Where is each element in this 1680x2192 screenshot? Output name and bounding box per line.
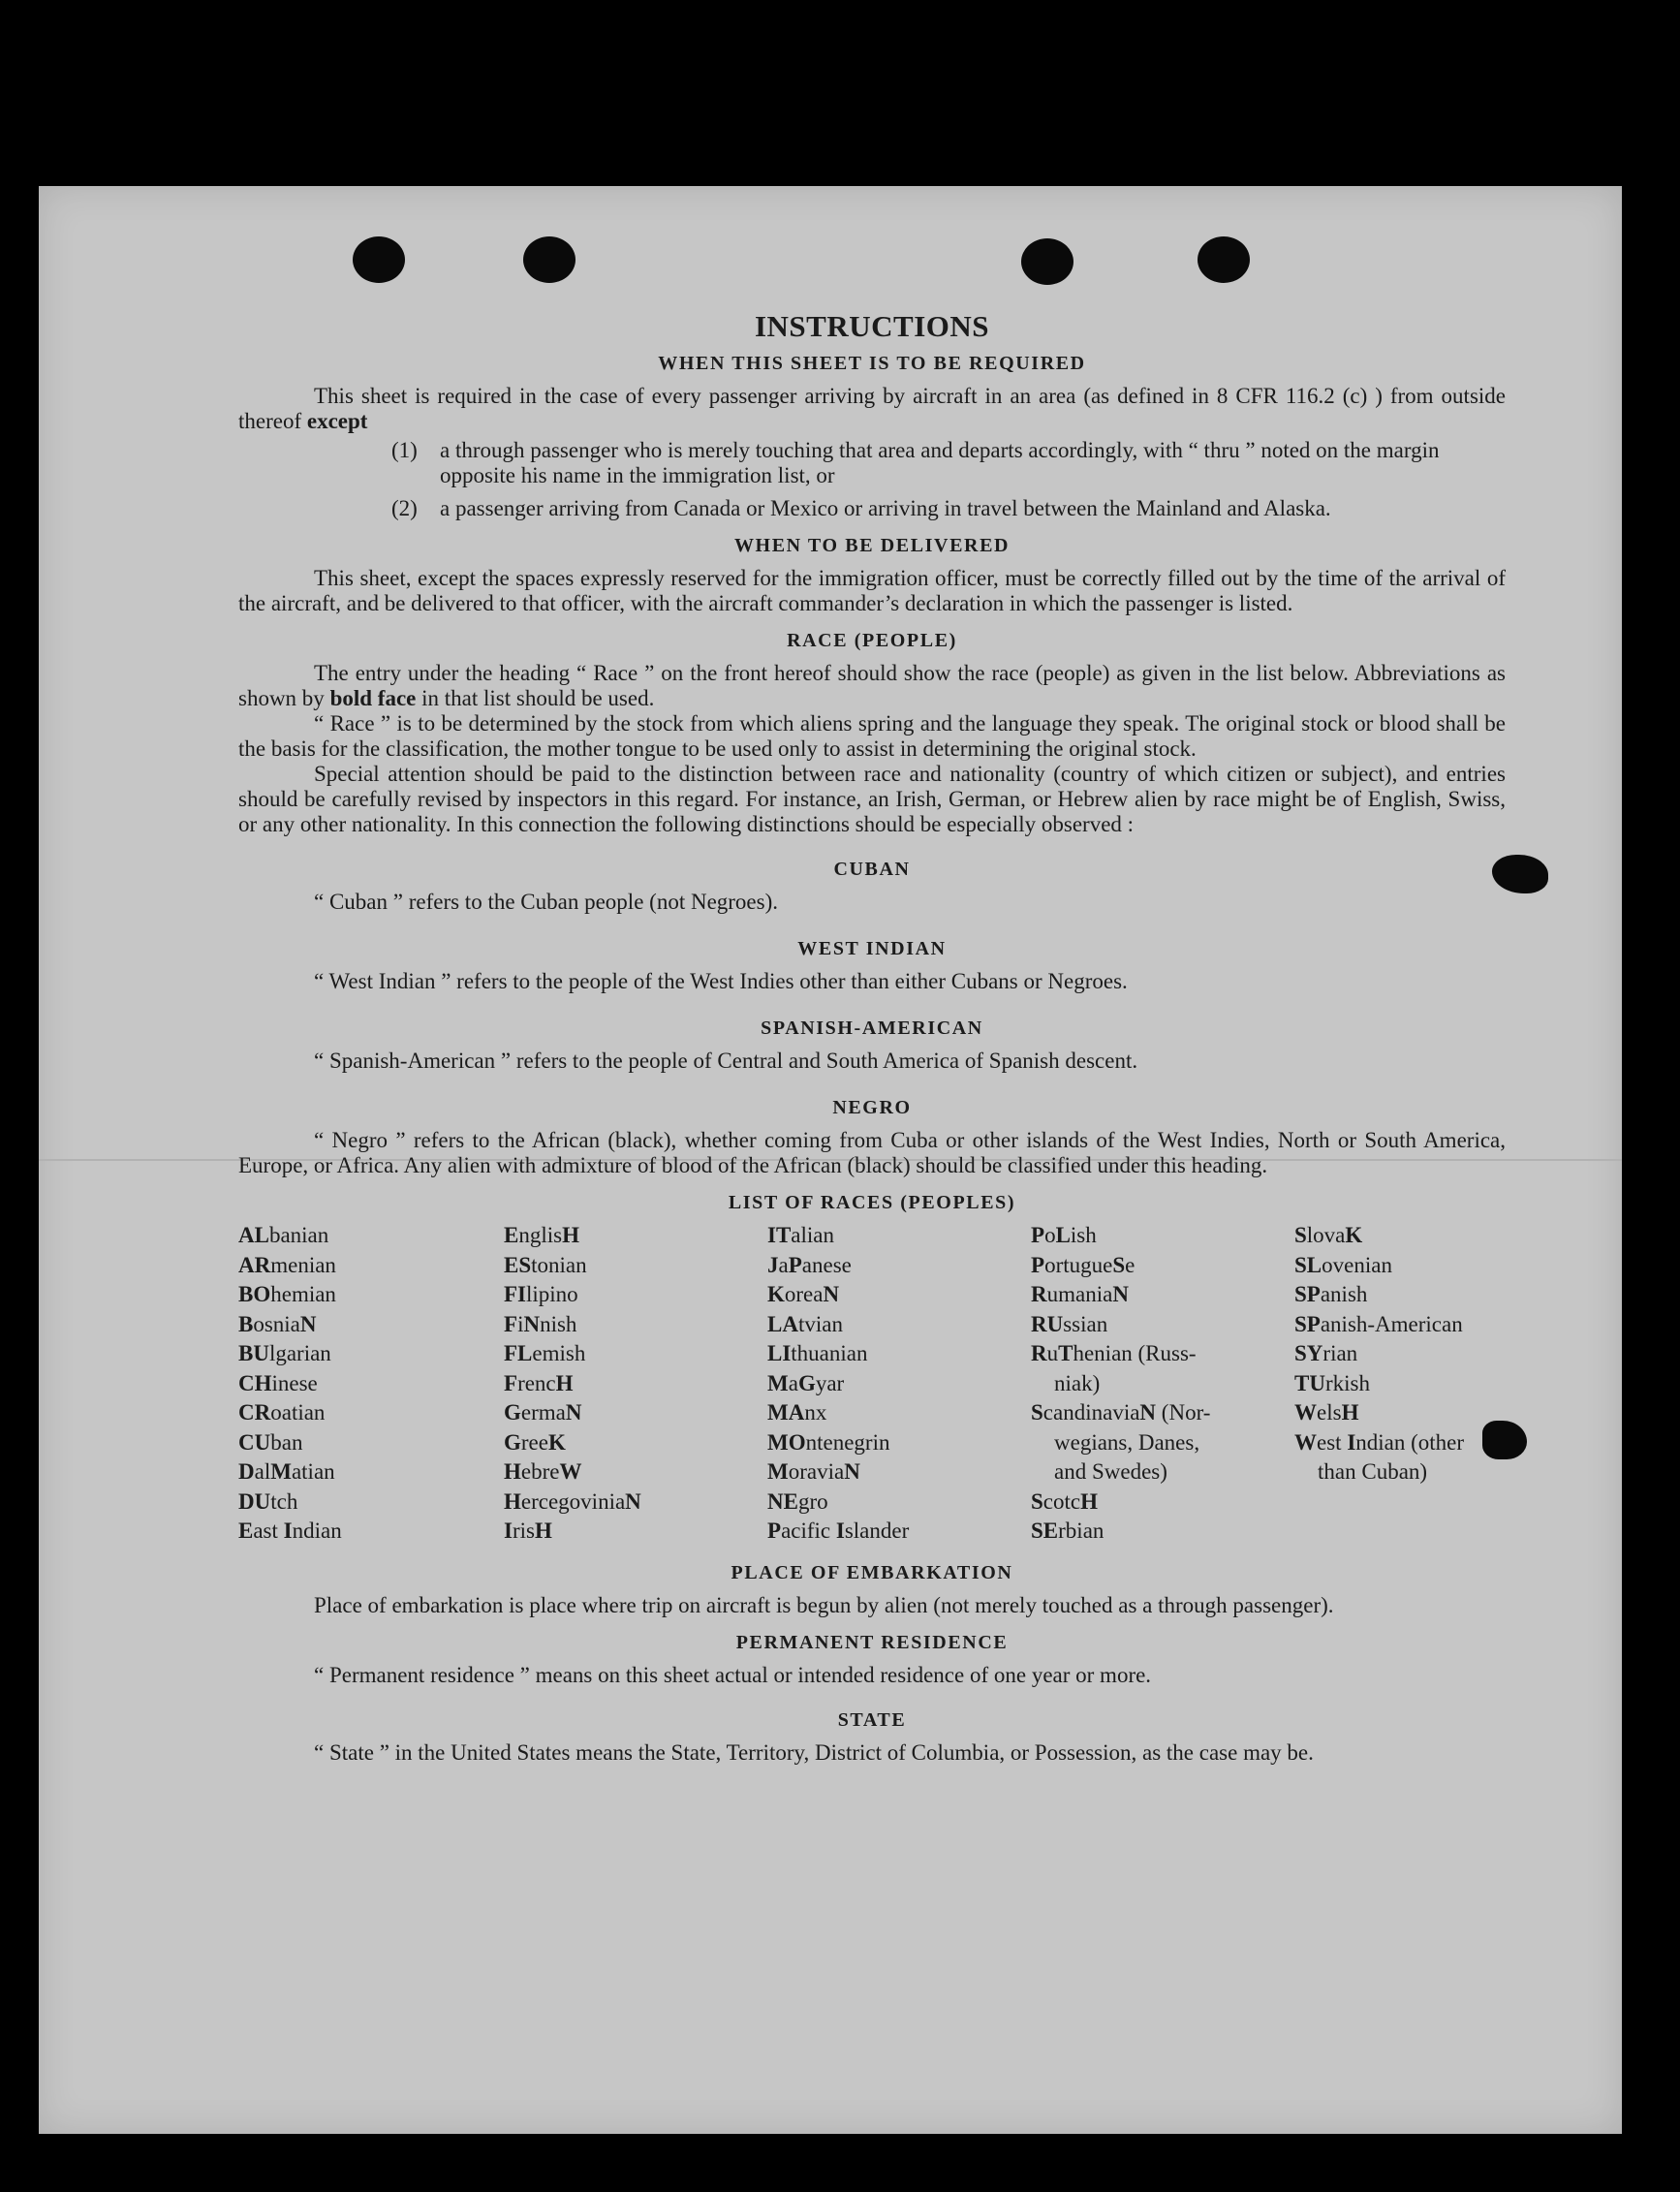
race-entry: LAtvian: [767, 1311, 843, 1336]
paragraph: “ Cuban ” refers to the Cuban people (not Negroes).: [314, 890, 779, 914]
page-title: INSTRUCTIONS: [754, 309, 989, 343]
section-heading-state: STATE: [837, 1708, 907, 1731]
section-heading-when-required: WHEN THIS SHEET IS TO BE REQUIRED: [658, 353, 1086, 374]
race-entry: FLemish: [504, 1341, 586, 1365]
punch-hole: [1021, 238, 1073, 285]
race-column: [1294, 1223, 1506, 1549]
paragraph: Place of embarkation is place where trip on aircraft is begun by alien (not merely touched as a through passenger).: [314, 1592, 1334, 1617]
race-entry: HebreW: [504, 1459, 582, 1484]
paragraph: This sheet, except the spaces expressly reserved for the immigration officer, must be correctly filled out by the time of the arrival of the aircraft, and be delivered to that officer, with the aircraft commander’s declaration in which the passenger is listed.: [238, 566, 1506, 615]
section-heading-list-of-races: LIST OF RACES (PEOPLES): [728, 1192, 1016, 1213]
paragraph: “ Permanent residence ” means on this sheet actual or intended residence of one year or more.: [314, 1662, 1152, 1687]
section-heading-spanish-american: SPANISH-AMERICAN: [761, 1018, 983, 1039]
race-entry: WelsH: [1294, 1400, 1359, 1425]
section-heading-embarkation: PLACE OF EMBARKATION: [731, 1561, 1013, 1583]
race-column: [767, 1223, 1031, 1549]
race-entry: East Indian: [238, 1519, 342, 1543]
race-entry: MaGyar: [767, 1370, 845, 1395]
paragraph: “ Negro ” refers to the African (black), whether coming from Cuba or other islands of the West Indies, North or South America, Europe, or Africa. Any alien with admixture of blood of the African (black) should be classified under this heading.: [238, 1128, 1506, 1177]
race-entry: RuThenian (Russ-: [1031, 1341, 1197, 1365]
races-list: [238, 1223, 1506, 1549]
race-column: [504, 1223, 767, 1549]
race-entry: MoraviaN: [767, 1459, 860, 1484]
race-entry: CHinese: [238, 1370, 318, 1395]
paragraph: “ West Indian ” refers to the people of the West Indies other than either Cubans or Negroes.: [314, 969, 1128, 993]
race-entry: KoreaN: [767, 1282, 840, 1306]
race-column: [238, 1223, 504, 1549]
paragraph: “ Spanish-American ” refers to the people of Central and South America of Spanish descent.: [314, 1049, 1138, 1073]
race-entry: TUrkish: [1294, 1370, 1370, 1395]
race-entry: HercegoviniaN: [504, 1488, 641, 1514]
race-entry: PortugueSe: [1031, 1252, 1136, 1277]
punch-hole: [523, 236, 576, 283]
instructions-content: [238, 309, 1506, 1766]
race-entry: DalMatian: [238, 1459, 335, 1484]
race-entry: SErbian: [1031, 1519, 1104, 1543]
list-item: (2) a passenger arriving from Canada or Mexico or arriving in travel between the Mainland and Alaska.: [391, 496, 1331, 520]
race-entry: JaPanese: [767, 1252, 852, 1277]
race-entry: ALbanian: [238, 1223, 329, 1247]
race-entry: and Swedes): [1054, 1459, 1167, 1484]
race-entry: GermaN: [504, 1400, 582, 1425]
race-entry: PoLish: [1031, 1223, 1097, 1247]
race-entry: NEgro: [767, 1488, 828, 1514]
race-entry: SPanish: [1294, 1282, 1368, 1306]
race-entry: ITalian: [767, 1223, 834, 1247]
race-entry: ARmenian: [238, 1252, 336, 1277]
race-entry: MOntenegrin: [767, 1429, 890, 1455]
paragraph: The entry under the heading “ Race ” on the front hereof should show the race (people) as given in the list below. Abbreviations as shown by bold face in that list should be used.: [238, 661, 1506, 710]
race-entry: niak): [1054, 1370, 1101, 1395]
race-entry: BUlgarian: [238, 1341, 331, 1365]
race-entry: CUban: [238, 1429, 303, 1455]
race-entry: RumaniaN: [1031, 1282, 1129, 1306]
paragraph: “ State ” in the United States means the State, Territory, District of Columbia, or Possession, as the case may be.: [314, 1739, 1314, 1765]
race-entry: SPanish-American: [1294, 1311, 1463, 1336]
section-heading-residence: PERMANENT RESIDENCE: [735, 1631, 1009, 1653]
paragraph: “ Race ” is to be determined by the stock from which aliens spring and the language they speak. The original stock or blood shall be the basis for the classification, the mother tongue to be used only to assist in determining the original stock.: [238, 711, 1506, 761]
race-entry: FIlipino: [504, 1282, 578, 1306]
race-entry: SlovaK: [1294, 1223, 1363, 1247]
race-entry: DUtch: [238, 1488, 298, 1514]
section-heading-west-indian: WEST INDIAN: [797, 938, 947, 959]
race-entry: SLovenian: [1294, 1252, 1392, 1277]
paragraph: Special attention should be paid to the distinction between race and nationality (country of which citizen or subject), and entries should be carefully revised by inspectors in this regard. For instance, an Irish, German, or Hebrew alien by race might be of English, Swiss, or any other nationality. In this connection the following distinctions should be especially observed :: [238, 762, 1506, 836]
race-entry: MAnx: [767, 1400, 827, 1425]
race-entry: EStonian: [504, 1252, 587, 1277]
section-heading-race: RACE (PEOPLE): [787, 630, 957, 651]
race-column: [1031, 1223, 1294, 1549]
race-entry: GreeK: [504, 1429, 566, 1455]
race-entry: BosniaN: [238, 1311, 317, 1336]
race-entry: RUssian: [1031, 1311, 1108, 1336]
section-heading-negro: NEGRO: [832, 1097, 912, 1118]
race-entry: CRoatian: [238, 1400, 326, 1425]
section-heading-when-delivered: WHEN TO BE DELIVERED: [733, 535, 1011, 556]
race-entry: ScandinaviaN (Nor-: [1031, 1400, 1211, 1425]
race-entry: wegians, Danes,: [1054, 1429, 1200, 1455]
race-entry: Pacific Islander: [767, 1519, 910, 1543]
race-entry: IrisH: [504, 1519, 552, 1543]
paragraph: This sheet is required in the case of every passenger arriving by aircraft in an area (as defined in 8 CFR 116.2 (c) ) from outside thereof except: [238, 384, 1506, 433]
race-entry: EnglisH: [504, 1223, 579, 1247]
race-entry: ScotcH: [1031, 1488, 1098, 1514]
document-sheet: [39, 186, 1622, 2134]
race-entry: FrencH: [504, 1370, 574, 1395]
race-entry: FiNnish: [504, 1311, 577, 1336]
punch-hole: [1198, 236, 1250, 283]
race-entry: than Cuban): [1318, 1459, 1428, 1484]
race-entry: BOhemian: [238, 1282, 336, 1306]
race-entry: West Indian (other: [1294, 1429, 1465, 1455]
section-heading-cuban: CUBAN: [833, 859, 911, 880]
race-entry: SYrian: [1294, 1341, 1358, 1365]
race-entry: LIthuanian: [767, 1341, 868, 1365]
punch-hole: [353, 236, 405, 283]
list-item: (1) a through passenger who is merely touching that area and departs accordingly, with “ thru ” noted on the margin opposite his name in the immigration list, or: [391, 438, 1440, 487]
